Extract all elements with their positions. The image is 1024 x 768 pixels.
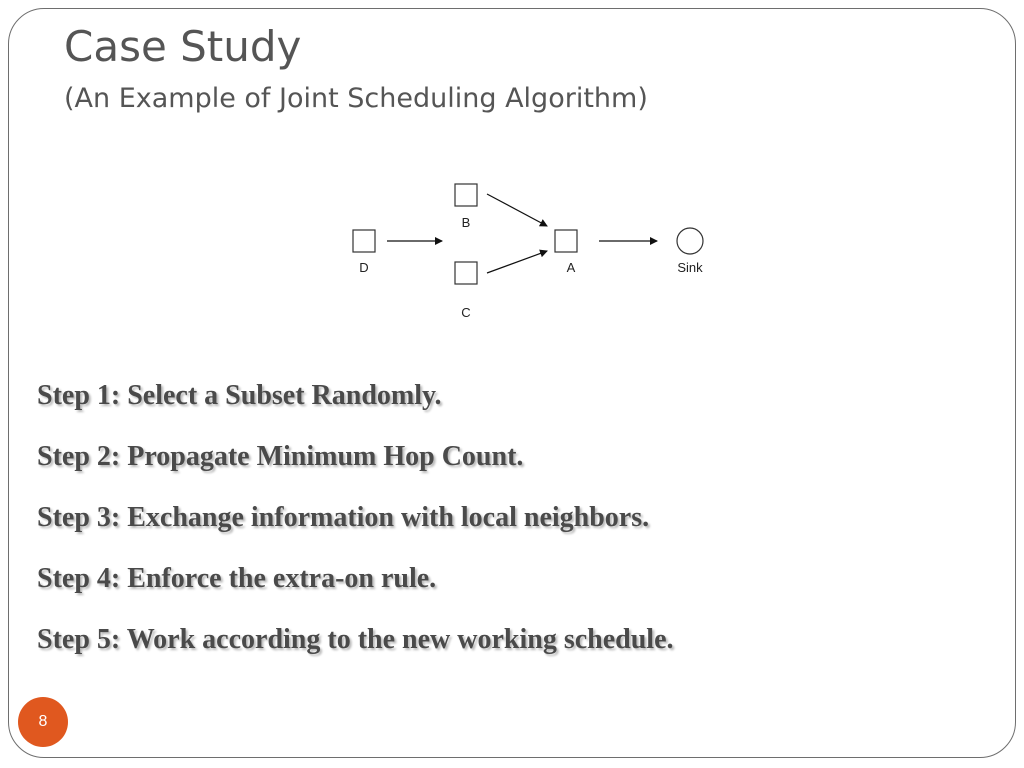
slide-title: Case Study [64, 22, 302, 71]
page-number-badge: 8 [18, 697, 68, 747]
step-4: Step 4: Enforce the extra-on rule. [37, 563, 437, 594]
steps-list [37, 379, 674, 684]
node-b-label: B [461, 215, 471, 230]
node-a-square [555, 230, 577, 252]
slide-frame [8, 8, 1016, 758]
step-2: Step 2: Propagate Minimum Hop Count. [37, 441, 524, 472]
edge-b-to-a-arrow [487, 194, 547, 226]
node-b-square [455, 184, 477, 206]
step-5: Step 5: Work according to the new working schedule. [37, 624, 674, 655]
network-diagram [335, 169, 735, 329]
step-3: Step 3: Exchange information with local neighbors. [37, 502, 650, 533]
node-a-label: A [566, 260, 576, 275]
node-sink-circle [677, 228, 703, 254]
step-1: Step 1: Select a Subset Randomly. [37, 380, 442, 411]
node-d-square [353, 230, 375, 252]
slide-subtitle: (An Example of Joint Scheduling Algorithm) [64, 83, 648, 114]
node-d-label: D [359, 260, 369, 275]
node-sink-label: Sink [677, 260, 703, 275]
edge-c-to-a-arrow [487, 251, 547, 273]
node-c-label: C [461, 305, 471, 320]
node-c-square [455, 262, 477, 284]
